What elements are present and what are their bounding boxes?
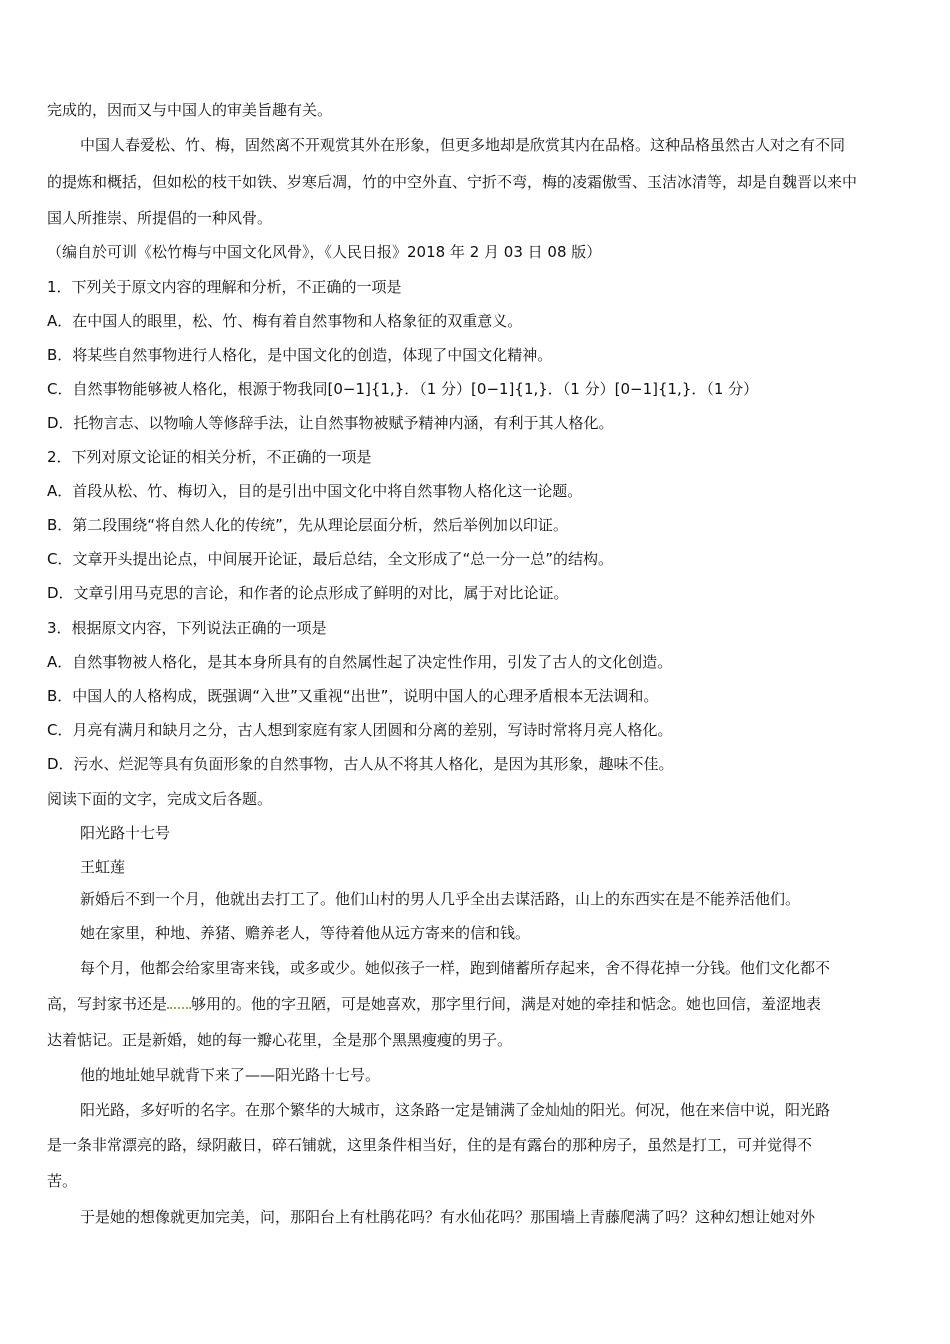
essay-paragraph-line: 中国人春爱松、竹、梅，固然离不开观赏其外在形象，但更多地却是欣赏其内在品格。这种品格虽然古人对之有不同 [80, 136, 846, 154]
reading-instruction: 阅读下面的文字，完成文后各题。 [47, 790, 273, 808]
story-author: 王虹莲 [80, 858, 126, 876]
story-text-fragment: 高，写封家书还是 [47, 995, 168, 1013]
question-option: D．污水、烂泥等具有负面形象的自然事物，古人从不将其人格化，是因为其形象，趣味不佳。 [47, 755, 674, 773]
question-option: D．托物言志、以物喻人等修辞手法，让自然事物被赋予精神内涵，有利于其人格化。 [47, 414, 614, 432]
question-option: D．文章引用马克思的言论，和作者的论点形成了鲜明的对比，属于对比论证。 [47, 584, 569, 602]
story-paragraph-line: 苦。 [47, 1172, 78, 1190]
story-paragraph-line [47, 994, 821, 1014]
question-option: A．在中国人的眼里，松、竹、梅有着自然事物和人格象征的双重意义。 [47, 312, 523, 330]
essay-source: （编自於可训《松竹梅与中国文化风骨》，《人民日报》2018 年 2 月 03 日 08 版） [47, 243, 602, 261]
question-option: B．第二段围绕“将自然人化的传统”，先从理论层面分析，然后举例加以印证。 [47, 516, 568, 534]
question-option: A．自然事物被人格化，是其本身所具有的自然属性起了决定性作用，引发了古人的文化创造。 [47, 653, 673, 671]
story-paragraph-line: 阳光路，多好听的名字。在那个繁华的大城市，这条路一定是铺满了金灿灿的阳光。何况，他在来信中说，阳光路 [80, 1101, 831, 1119]
story-paragraph: 新婚后不到一个月，他就出去打工了。他们山村的男人几乎全出去谋活路，山上的东西实在是不能养活他们。 [80, 890, 801, 908]
story-paragraph-line: 于是她的想像就更加完美，问，那阳台上有杜鹃花吗？有水仙花吗？那围墙上青藤爬满了吗？这种幻想让她对外 [80, 1208, 816, 1226]
story-paragraph: 他的地址她早就背下来了——阳光路十七号。 [80, 1066, 381, 1084]
essay-paragraph-line: 国人所推崇、所提倡的一种风骨。 [47, 209, 273, 227]
question-stem: 1．下列关于原文内容的理解和分析，不正确的一项是 [47, 278, 402, 296]
question-option: C．月亮有满月和缺月之分，古人想到家庭有家人团圆和分离的差别，写诗时常将月亮人格化。 [47, 721, 673, 739]
question-option: B．将某些自然事物进行人格化，是中国文化的创造，体现了中国文化精神。 [47, 346, 553, 364]
essay-paragraph-end: 完成的，因而又与中国人的审美旨趣有关。 [47, 101, 333, 119]
question-stem: 3．根据原文内容，下列说法正确的一项是 [47, 619, 327, 637]
story-paragraph-line: 达着惦记。正是新婚，她的每一瓣心花里，全是那个黑黑瘦瘦的男子。 [47, 1031, 513, 1049]
spellcheck-underline [167, 995, 191, 1009]
story-title: 阳光路十七号 [80, 824, 171, 842]
question-option: B．中国人的人格构成，既强调“入世”又重视“出世”，说明中国人的心理矛盾根本无法调和。 [47, 687, 659, 705]
question-stem: 2．下列对原文论证的相关分析，不正确的一项是 [47, 448, 372, 466]
question-option: C．自然事物能够被人格化，根源于物我同[0−1]{1,}．（1 分）[0−1]{1,}．（1 分）[0−1]{1,}．（1 分） [47, 380, 759, 398]
story-paragraph-line: 是一条非常漂亮的路，绿阴蔽日，碎石铺就，这里条件相当好，住的是有露台的那种房子，虽然是打工，可并觉得不 [47, 1136, 813, 1154]
question-option: C．文章开头提出论点，中间展开论证，最后总结，全文形成了“总一分一总”的结构。 [47, 550, 614, 568]
story-paragraph-line: 每个月，他都会给家里寄来钱，或多或少。她似孩子一样，跑到储蓄所存起来，舍不得花掉一分钱。他们文化都不 [80, 959, 831, 977]
story-paragraph: 她在家里，种地、养猪、赡养老人，等待着他从远方寄来的信和钱。 [80, 924, 531, 942]
essay-paragraph-line: 的提炼和概括，但如松的枝干如铁、岁寒后凋，竹的中空外直、宁折不弯，梅的凌霜傲雪、玉洁冰清等，却是自魏晋以来中 [47, 173, 858, 191]
question-option: A．首段从松、竹、梅切入，目的是引出中国文化中将自然事物人格化这一论题。 [47, 482, 583, 500]
story-text-fragment: 够用的。他的字丑陋，可是她喜欢，那字里行间，满是对她的牵挂和惦念。她也回信，羞涩地表 [191, 995, 822, 1013]
